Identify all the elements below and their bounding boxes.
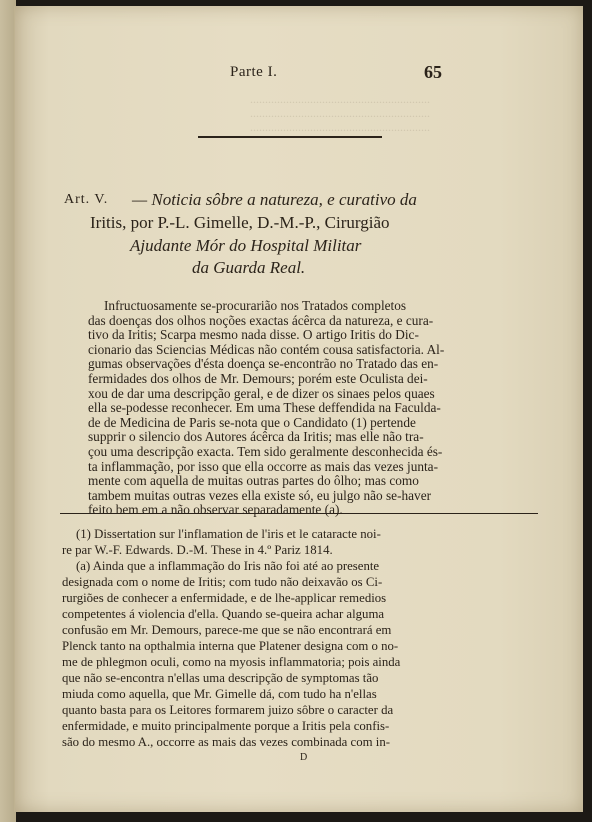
footnote-line: competentes á violencia d'ella. Quando se-queira achar alguma xyxy=(62,607,385,621)
body-line: fermidades dos olhos de Mr. Demours; porém este Oculista dei- xyxy=(88,371,428,386)
body-line: ta inflammação, por isso que ella occorre as mais das vezes junta- xyxy=(88,458,439,474)
footnote-line: Plenck tanto na opthalmia interna que Platener designa com o no- xyxy=(62,639,399,653)
body-line: çou uma descripção exacta. Tem sido geralmente desconhecida és- xyxy=(88,444,443,459)
footnote-line: me de phlegmon oculi, como na myosis inflammatoria; pois ainda xyxy=(62,655,401,669)
show-through-text: ............................................................ xyxy=(250,106,430,120)
body-line: das doenças dos olhos noções exactas ácêrca da natureza, e cura- xyxy=(88,312,434,328)
footnote-line: confusão em Mr. Demours, parece-me que se não encontrará em xyxy=(62,623,392,637)
body-line: Infructuosamente se-procurarião nos Tratados completos xyxy=(104,298,407,313)
body-line: tambem muitas outras vezes ella existe só, eu julgo não se-haver xyxy=(88,487,432,503)
article-label: Art. V. xyxy=(64,192,109,207)
body-line: gumas observações d'ésta doença se-encontrão no Tratado das en- xyxy=(88,356,439,372)
signature-mark: D xyxy=(300,752,308,763)
footnote-line: (a) Ainda que a inflammação do Iris não foi até ao presente xyxy=(76,559,380,573)
body-line: tivo da Iritis; Scarpa mesmo nada disse. O artigo Iritis do Dic- xyxy=(88,327,419,343)
body-line: supprir o silencio dos Autores ácêrca da Iritis; mas elle não tra- xyxy=(88,429,424,445)
show-through-text: ............................................................ xyxy=(250,120,430,134)
running-head: Parte I. xyxy=(230,64,278,80)
footnote-line: quanto basta para os Leitores formarem juizo sôbre o caracter da xyxy=(62,703,394,717)
footnote-line: são do mesmo A., occorre as mais das vezes combinada com in- xyxy=(62,735,391,749)
footnote-line: rurgiões de conhecer a enfermidade, e de lhe-applicar remedios xyxy=(62,591,387,605)
body-line: ella se-podesse reconhecer. Em uma These deffendida na Faculda- xyxy=(88,400,441,416)
footnote-line: enfermidade, e muito principalmente porque a Iritis pela confis- xyxy=(62,719,390,733)
footnote-line: designada com o nome de Iritis; com tudo não deixavão os Ci- xyxy=(62,575,383,589)
page-number: 65 xyxy=(424,62,442,82)
show-through-text: ............................................................ xyxy=(250,92,430,106)
footnote-line: que não se-encontra n'ellas uma descripção de symptomas tão xyxy=(62,671,379,685)
article-title-line: Ajudante Mór do Hospital Militar xyxy=(130,236,362,255)
body-line: de de Medicina de Paris se-nota que o Candidato (1) pertende xyxy=(88,414,416,430)
article-title-line: Iritis, por P.-L. Gimelle, D.-M.-P., Cirurgião xyxy=(90,213,390,232)
footnote-line: re par W.-F. Edwards. D.-M. These in 4.º Pariz 1814. xyxy=(62,543,333,557)
body-line: xou de dar uma descripção geral, e de dizer os sinaes pelos quaes xyxy=(88,385,435,401)
article-title-line: da Guarda Real. xyxy=(192,258,306,277)
body-line: cionario das Sciencias Médicas não contém cousa satisfactoria. Al- xyxy=(88,341,445,357)
header-rule xyxy=(198,136,382,138)
article-title-line: — Noticia sôbre a natureza, e curativo da xyxy=(132,190,417,209)
footnote-line: (1) Dissertation sur l'inflamation de l'iris et le cataracte noi- xyxy=(76,527,381,541)
body-line: mente com aquella de muitas outras partes do ôlho; mas como xyxy=(88,473,419,489)
body-line: feito bem em a não observar separadamente (a). xyxy=(88,502,343,518)
footnote-line: miuda como aquella, que Mr. Gimelle dá, com tudo ha n'ellas xyxy=(62,687,377,701)
